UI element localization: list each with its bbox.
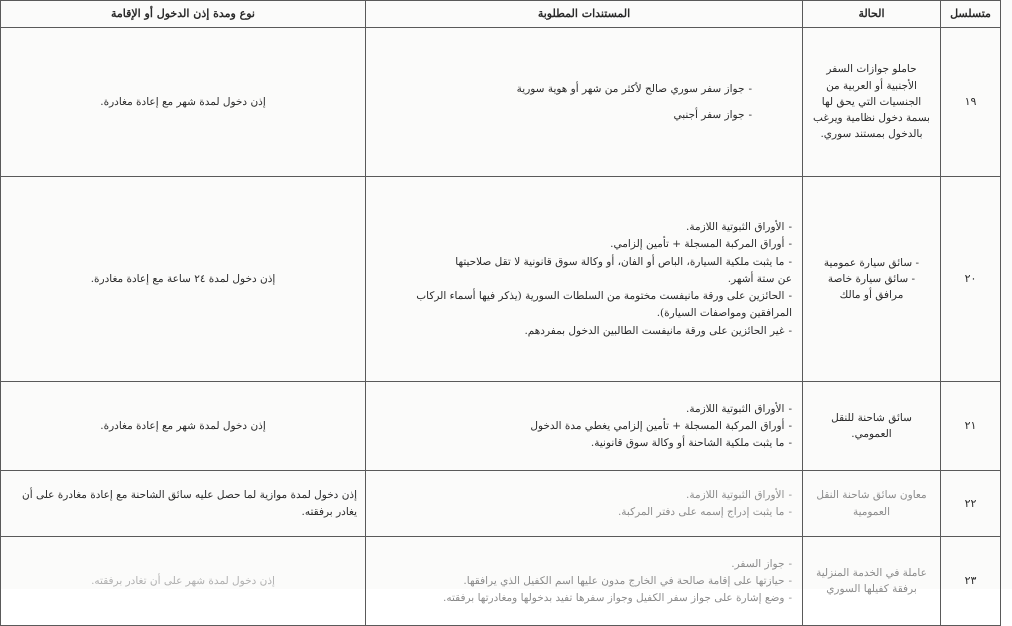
case-line: - سائق سيارة عمومية: [823, 256, 920, 269]
row-documents: [366, 177, 803, 382]
header-serial: متسلسل: [941, 1, 1001, 28]
document-item: -جواز سفر أجنبي: [673, 109, 752, 121]
row-entry-type: إذن دخول لمدة شهر على أن تغادر برفقته.: [1, 537, 366, 626]
table-row: [1, 537, 1001, 626]
row-case: [803, 177, 941, 382]
row-serial: ١٩: [941, 28, 1001, 177]
row-documents: [366, 537, 803, 626]
document-item: -ما يثبت إدراج إسمه على دفتر المركبة.: [617, 506, 792, 518]
document-item: -الأوراق الثبوتية اللازمة.: [686, 221, 792, 234]
row-case: سائق شاحنة للنقل العمومي.: [803, 382, 941, 471]
document-item: -ما يثبت ملكية الشاحنة أو وكالة سوق قانونية.: [590, 437, 792, 450]
document-item: -جواز السفر.: [731, 557, 792, 570]
row-documents: [366, 382, 803, 471]
table-row: [1, 471, 1001, 537]
document-item: -الأوراق الثبوتية اللازمة.: [686, 402, 792, 415]
document-item: -أوراق المركبة المسجلة + تأمين إلزامي.: [610, 238, 792, 251]
document-item: -جواز سفر سوري صالح لأكثر من شهر أو هوية سورية: [516, 82, 752, 95]
document-item-continued: المرافقين ومواصفات السيارة).: [656, 307, 792, 320]
row-documents: [366, 28, 803, 177]
document-item: -وضع إشارة على جواز سفر الكفيل وجواز سفرها تفيد بدخولها ومغادرتها برفقته.: [443, 592, 792, 605]
row-entry-type: إذن دخول لمدة ٢٤ ساعة مع إعادة مغادرة.: [1, 177, 366, 382]
row-serial: ٢٠: [941, 177, 1001, 382]
document-item: -حيازتها على إقامة صالحة في الخارج مدون عليها اسم الكفيل الذي يرافقها.: [463, 574, 792, 587]
document-item-continued: عن ستة أشهر.: [727, 272, 792, 285]
header-documents: المستندات المطلوبة: [366, 1, 803, 28]
row-case: معاون سائق شاحنة النقل العمومية: [803, 471, 941, 537]
row-documents: [366, 471, 803, 537]
row-entry-type: إذن دخول لمدة شهر مع إعادة مغادرة.: [1, 382, 366, 471]
table-row: [1, 177, 1001, 382]
document-item: -الحائزين على ورقة مانيفست مختومة من السلطات السورية (يذكر فيها أسماء الركاب: [416, 290, 792, 303]
row-entry-type: إذن دخول لمدة شهر مع إعادة مغادرة.: [1, 28, 366, 177]
row-entry-type: إذن دخول لمدة موازية لما حصل عليه سائق الشاحنة مع إعادة مغادرة على أن يغادر برفقته.: [1, 471, 366, 537]
row-case: حاملو جوازات السفر الأجنبية أو العربية من الجنسيات التي يحق لها بسمة دخول نظامية ويرغب بالدخول بمستند سوري.: [803, 28, 941, 177]
header-case: الحالة: [803, 1, 941, 28]
row-serial: ٢٢: [941, 471, 1001, 537]
row-serial: ٢٣: [941, 537, 1001, 626]
row-serial: ٢١: [941, 382, 1001, 471]
document-item: -ما يثبت ملكية السيارة، الباص أو الفان، أو وكالة سوق قانونية لا تقل صلاحيتها: [455, 255, 792, 268]
row-case: عاملة في الخدمة المنزلية برفقة كفيلها السوري: [803, 537, 941, 626]
table-row: [1, 28, 1001, 177]
table-header-row: [1, 1, 1001, 28]
document-item: -أوراق المركبة المسجلة + تأمين إلزامي يغطي مدة الدخول: [530, 419, 792, 432]
header-type: نوع ومدة إذن الدخول أو الإقامة: [1, 1, 366, 28]
document-item: -غير الحائزين على ورقة مانيفست الطالبين الدخول بمفردهم.: [524, 324, 792, 337]
case-line: - سائق سيارة خاصة مرافق أو مالك: [827, 272, 916, 302]
document-item: -الأوراق الثبوتية اللازمة.: [686, 488, 792, 501]
table-row: [1, 382, 1001, 471]
